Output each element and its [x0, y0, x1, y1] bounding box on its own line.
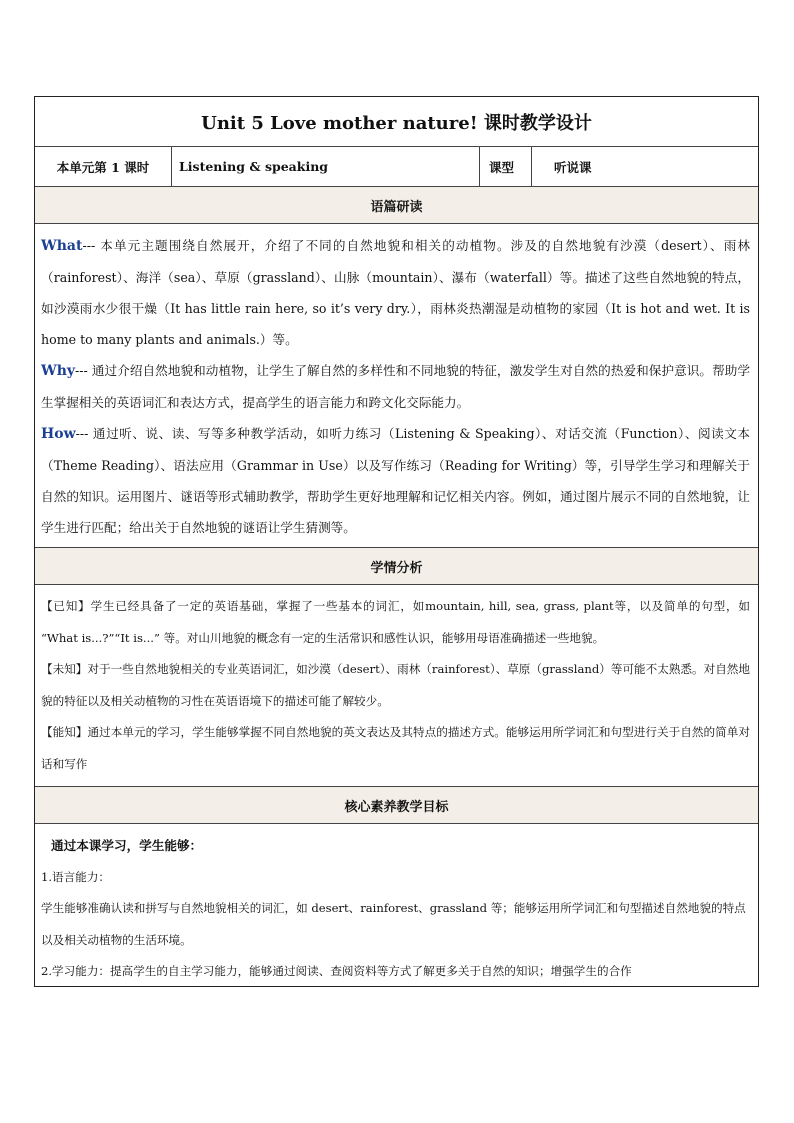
core-objectives-body — [35, 824, 758, 986]
section-heading-learner-analysis: 学情分析 — [35, 548, 758, 585]
what-keyword: What — [41, 238, 83, 254]
lesson-topic: Listening & speaking — [172, 147, 480, 186]
achievable-paragraph: 【能知】通过本单元的学习，学生能够掌握不同自然地貌的英文表达及其特点的描述方式。能够运用所学词汇和句型进行关于自然的简单对话和写作 — [41, 725, 750, 771]
lesson-type-label: 课型 — [480, 147, 532, 186]
how-keyword: How — [41, 426, 76, 442]
objectives-intro: 通过本课学习，学生能够： — [51, 838, 203, 853]
document-title: Unit 5 Love mother nature! 课时教学设计 — [35, 97, 758, 147]
how-text: --- 通过听、说、读、写等多种教学活动，如听力练习（Listening & Speaking）、对话交流（Function）、阅读文本（Theme Reading）、语法应用（Grammar in Use）以及写作练习（Reading for Writing）等，引导学生学习和理解关于自然的知识。运用图片、谜语等形式辅助教学，帮助学生更好地理解和记忆相关内容。例如，通过图片展示不同的自然地貌，让学生进行匹配；给出关于自然地貌的谜语让学生猜测等。 — [41, 426, 750, 535]
text-analysis-body — [35, 224, 758, 548]
objective-1-title: 1.语言能力： — [41, 869, 111, 884]
lesson-number: 本单元第 1 课时 — [35, 147, 172, 186]
lesson-type-value: 听说课 — [554, 159, 592, 175]
objective-2-text: 2.学习能力：提高学生的自主学习能力，能够通过阅读、查阅资料等方式了解更多关于自然的知识；增强学生的合作 — [41, 964, 632, 978]
section-heading-text-analysis: 语篇研读 — [35, 187, 758, 224]
how-paragraph — [41, 418, 750, 543]
known-paragraph: 【已知】学生已经具备了一定的英语基础，掌握了一些基本的词汇，如mountain, hill, sea, grass, plant等，以及简单的句型，如 “What is...?”“It is...” 等。对山川地貌的概念有一定的生活常识和感性认识，能够用母语准确描述一些地貌。 — [41, 599, 750, 645]
why-text: --- 通过介绍自然地貌和动植物，让学生了解自然的多样性和不同地貌的特征，激发学生对自然的热爱和保护意识。帮助学生掌握相关的英语词汇和表达方式，提高学生的语言能力和跨文化交际能力。 — [41, 363, 750, 410]
what-paragraph — [41, 230, 750, 355]
info-row — [35, 147, 758, 187]
section-heading-core-objectives: 核心素养教学目标 — [35, 787, 758, 824]
what-text: --- 本单元主题围绕自然展开，介绍了不同的自然地貌和相关的动植物。涉及的自然地貌有沙漠（desert）、雨林（rainforest）、海洋（sea）、草原（grassland）、山脉（mountain）、瀑布（waterfall）等。描述了这些自然地貌的特点，如沙漠雨水少很干燥（It has little rain here, so it’s very dry.），雨林炎热潮湿是动植物的家园（It is hot and wet. It is home to many plants and animals.）等。 — [41, 238, 750, 347]
lesson-plan-table — [34, 96, 759, 987]
objective-1-text: 学生能够准确认读和拼写与自然地貌相关的词汇，如 desert、rainforest、grassland 等；能够运用所学词汇和句型描述自然地貌的特点以及相关动植物的生活环境。 — [41, 901, 746, 947]
why-keyword: Why — [41, 363, 76, 379]
unknown-paragraph: 【未知】对于一些自然地貌相关的专业英语词汇，如沙漠（desert）、雨林（rainforest）、草原（grassland）等可能不太熟悉。对自然地貌的特征以及相关动植物的习性在英语语境下的描述可能了解较少。 — [41, 662, 750, 708]
why-paragraph — [41, 355, 750, 418]
learner-analysis-body — [35, 585, 758, 787]
